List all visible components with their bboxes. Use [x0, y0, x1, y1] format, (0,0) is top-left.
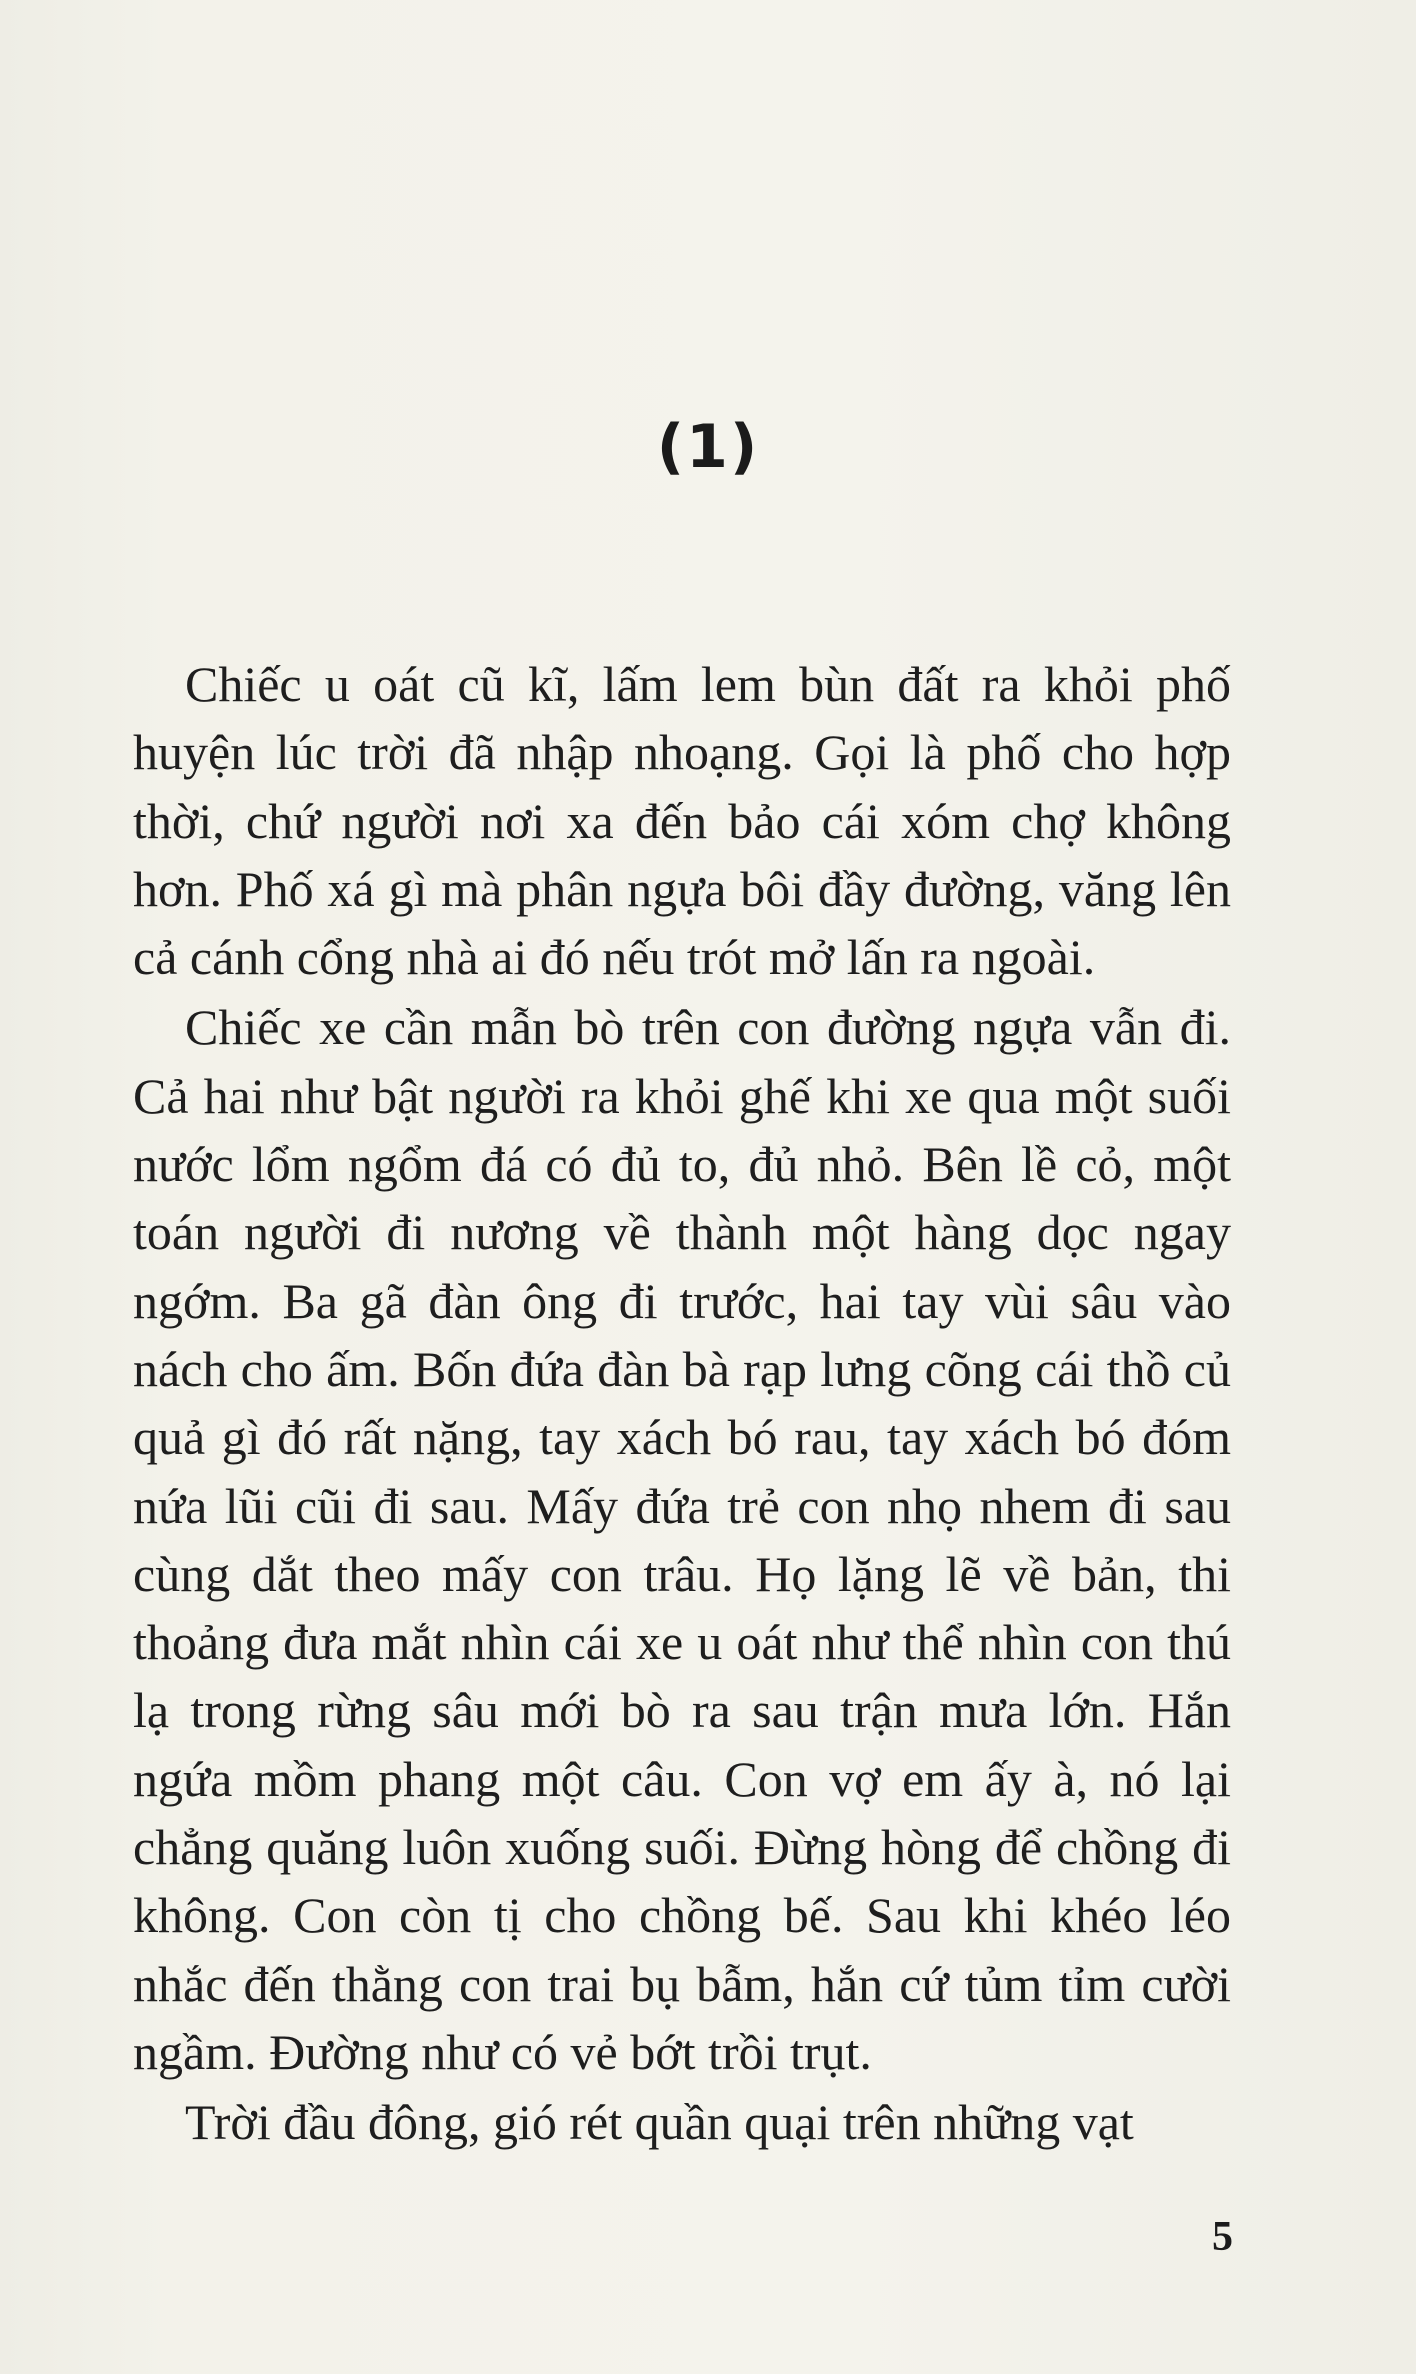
paragraph-3: Trời đầu đông, gió rét quần quại trên những vạt: [185, 2094, 1134, 2151]
bleed-through-shadow: [250, 130, 1310, 274]
chapter-number: (1): [656, 412, 760, 482]
page-number: 5: [1212, 2214, 1233, 2260]
paragraph-2: Chiếc xe cần mẫn bò trên con đường ngựa vẫn đi. Cả hai như bật người ra khỏi ghế khi xe qua một suối nước lổm ngổm đá có đủ to, đủ nhỏ. Bên lề cỏ, một toán người đi nương về thành một hàng dọc ngay ngớm. Ba gã đàn ông đi trước, hai tay vùi sâu vào nách cho ấm. Bốn đứa đàn bà rạp lưng cõng cái thồ củ quả gì đó rất nặng, tay xách bó rau, tay xách bó đóm nứa lũi cũi đi sau. Mấy đứa trẻ con nhọ nhem đi sau cùng dắt theo mấy con trâu. Họ lặng lẽ về bản, thi thoảng đưa mắt nhìn cái xe u oát như thể nhìn con thú lạ trong rừng sâu mới bò ra sau trận mưa lớn. Hắn ngứa mồm phang một câu. Con vợ em ấy à, nó lại chẳng quăng luôn xuống suối. Đừng hòng để chồng đi không. Con còn tị cho chồng bế. Sau khi khéo léo nhắc đến thằng con trai bụ bẫm, hắn cứ tủm tỉm cười ngầm. Đường như có vẻ bớt trồi trụt.: [133, 999, 1231, 2080]
chapter-body: [133, 650, 1231, 2159]
paragraph-1: Chiếc u oát cũ kĩ, lấm lem bùn đất ra khỏi phố huyện lúc trời đã nhập nhoạng. Gọi là phố cho hợp thời, chứ người nơi xa đến bảo cái xóm chợ không hơn. Phố xá gì mà phân ngựa bôi đầy đường, văng lên cả cánh cổng nhà ai đó nếu trót mở lấn ra ngoài.: [133, 656, 1231, 986]
